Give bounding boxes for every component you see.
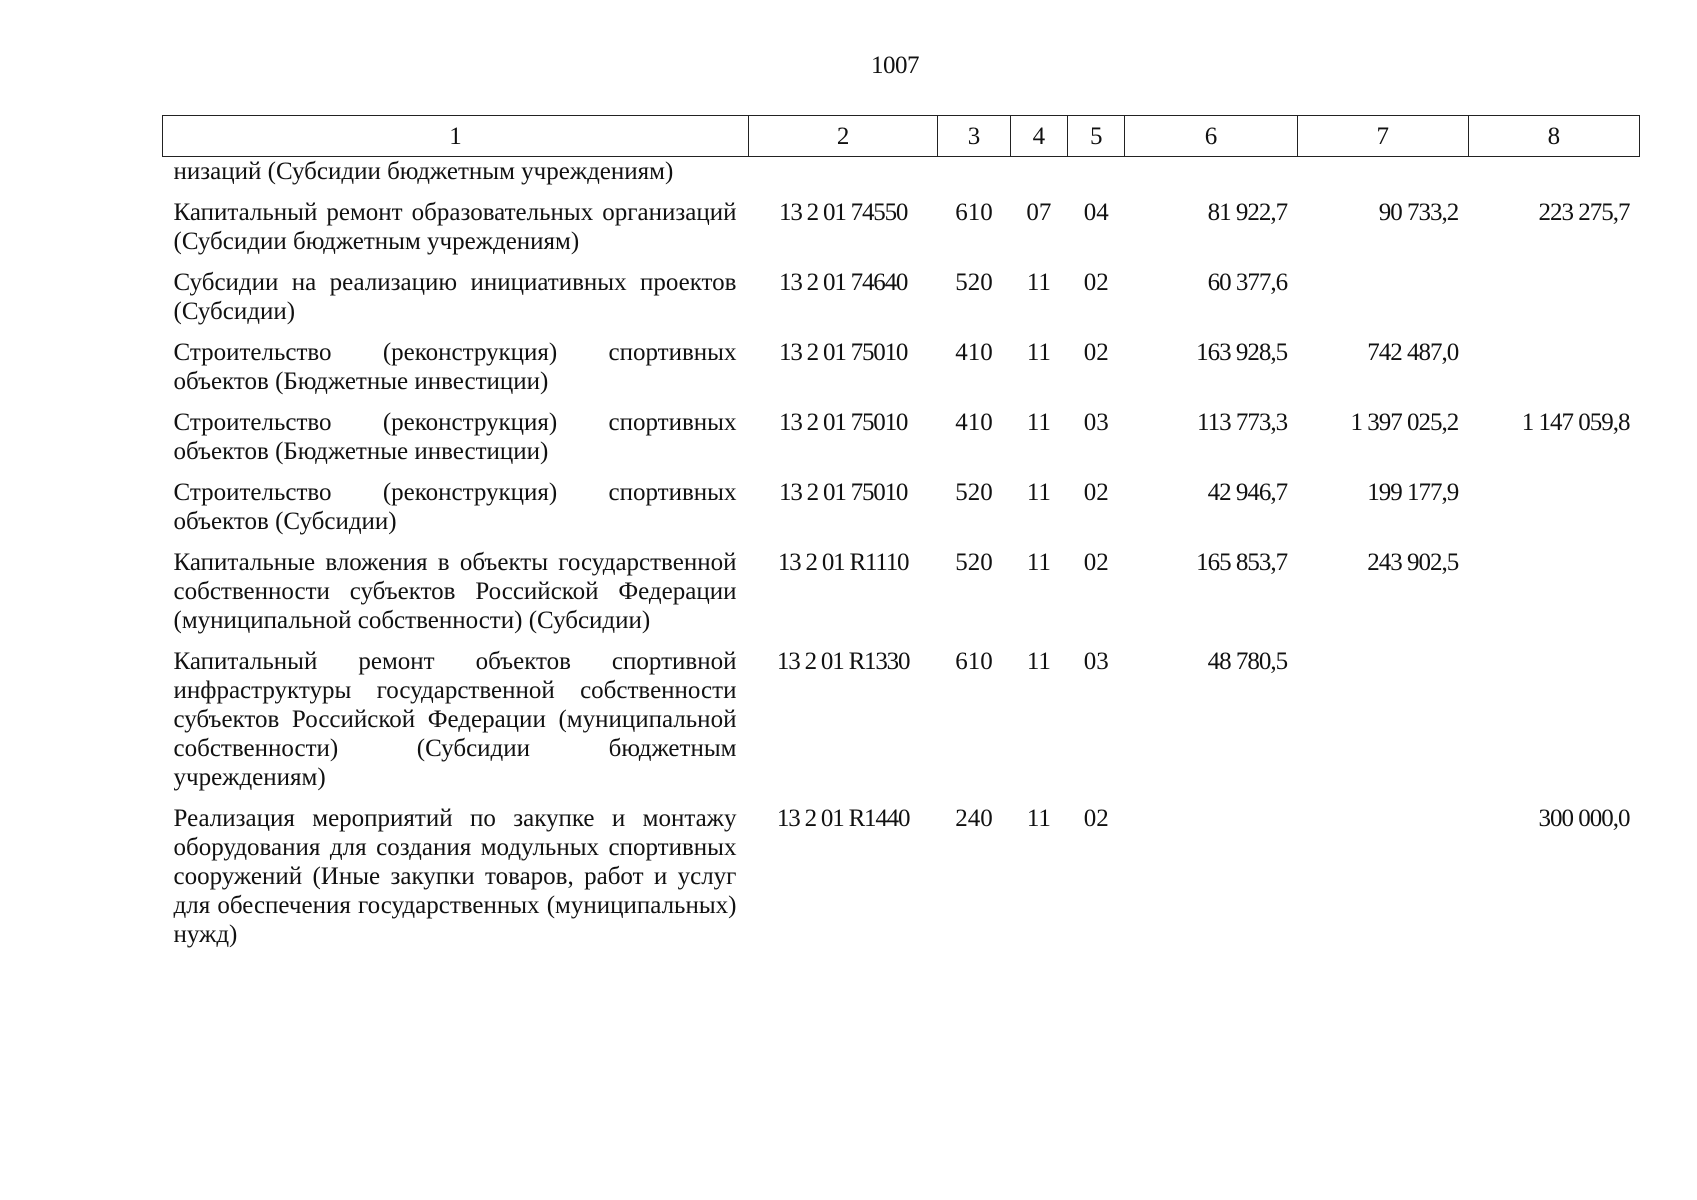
row-amount-2: 243 902,5 [1367, 549, 1459, 576]
row-amount-2: 199 177,9 [1367, 479, 1459, 506]
row-amount-1: 48 780,5 [1207, 648, 1288, 675]
row-code: 13 2 01 74640 [779, 269, 908, 296]
table-row [163, 647, 1640, 804]
row-description: Капитальный ремонт объектов спортивной инфраструктуры государственной собственности субъектов Российской Федерации (муниципальной собственности) (Субсидии бюджетным учреждениям) [173, 648, 737, 791]
row-amount-3: 223 275,7 [1538, 199, 1630, 226]
page-number: 1007 [871, 52, 919, 79]
row-amount-1: 113 773,3 [1197, 409, 1288, 436]
row-description: Капитальный ремонт образовательных организаций (Субсидии бюджетным учреждениям) [173, 199, 737, 255]
row-amount-2 [1297, 268, 1468, 338]
row-code: 13 2 01 R1330 [776, 648, 910, 675]
row-section: 11 [1026, 269, 1051, 296]
column-header-6: 6 [1125, 116, 1297, 157]
row-amount-3: 300 000,0 [1538, 805, 1630, 832]
row-expense-type: 410 [955, 409, 993, 436]
row-subsection [1068, 157, 1125, 199]
row-amount-3: 1 147 059,8 [1521, 409, 1630, 436]
table-header [163, 116, 1640, 157]
row-subsection: 02 [1083, 805, 1109, 832]
row-expense-type: 520 [955, 479, 993, 506]
table-row [163, 338, 1640, 408]
column-header-3: 3 [938, 116, 1010, 157]
header-row [163, 116, 1640, 157]
row-amount-2: 742 487,0 [1367, 339, 1459, 366]
row-code: 13 2 01 75010 [779, 479, 908, 506]
row-amount-2 [1297, 157, 1468, 199]
table-body [163, 157, 1640, 962]
row-expense-type: 240 [955, 805, 993, 832]
row-expense-type: 610 [955, 648, 993, 675]
row-expense-type: 410 [955, 339, 993, 366]
row-expense-type: 520 [955, 269, 993, 296]
row-subsection: 03 [1083, 648, 1109, 675]
row-code [748, 157, 937, 199]
table-row [163, 198, 1640, 268]
row-subsection: 03 [1083, 409, 1109, 436]
column-header-1: 1 [163, 116, 749, 157]
row-amount-2 [1297, 804, 1468, 961]
row-amount-3 [1468, 338, 1639, 408]
row-amount-1: 60 377,6 [1207, 269, 1288, 296]
column-header-2: 2 [748, 116, 937, 157]
row-subsection: 02 [1083, 479, 1109, 506]
row-description: Строительство (реконструкция) спортивных объектов (Бюджетные инвестиции) [173, 409, 737, 465]
budget-table [162, 115, 1640, 961]
table-row [163, 804, 1640, 961]
row-subsection: 04 [1083, 199, 1109, 226]
column-header-7: 7 [1297, 116, 1468, 157]
table-row [163, 548, 1640, 647]
row-amount-2 [1297, 647, 1468, 804]
row-amount-2: 1 397 025,2 [1350, 409, 1459, 436]
column-header-5: 5 [1068, 116, 1125, 157]
row-amount-3 [1468, 548, 1639, 647]
row-expense-type: 610 [955, 199, 993, 226]
row-code: 13 2 01 75010 [779, 339, 908, 366]
table-row [163, 478, 1640, 548]
row-section: 11 [1026, 339, 1051, 366]
row-amount-3 [1468, 647, 1639, 804]
row-description: Реализация мероприятий по закупке и монтажу оборудования для создания модульных спортивных сооружений (Иные закупки товаров, работ и услуг для обеспечения государственных (муниципальных) нужд) [173, 805, 737, 948]
row-amount-1 [1125, 157, 1297, 199]
row-section: 07 [1026, 199, 1052, 226]
row-expense-type [938, 157, 1010, 199]
row-description: Строительство (реконструкция) спортивных объектов (Бюджетные инвестиции) [173, 339, 737, 395]
row-code: 13 2 01 74550 [779, 199, 908, 226]
row-description: Строительство (реконструкция) спортивных объектов (Субсидии) [173, 479, 737, 535]
row-subsection: 02 [1083, 549, 1109, 576]
row-section: 11 [1026, 479, 1051, 506]
row-amount-3 [1468, 478, 1639, 548]
row-subsection: 02 [1083, 339, 1109, 366]
row-amount-1: 81 922,7 [1207, 199, 1288, 226]
row-description: Капитальные вложения в объекты государственной собственности субъектов Российской Федерации (муниципальной собственности) (Субсидии) [173, 549, 737, 634]
row-amount-1: 165 853,7 [1196, 549, 1288, 576]
row-section: 11 [1026, 805, 1051, 832]
table-row [163, 408, 1640, 478]
row-amount-3 [1468, 268, 1639, 338]
row-code: 13 2 01 R1440 [776, 805, 910, 832]
row-section: 11 [1026, 549, 1051, 576]
table-row [163, 268, 1640, 338]
row-description: Субсидии на реализацию инициативных проектов (Субсидии) [173, 269, 737, 325]
row-expense-type: 520 [955, 549, 993, 576]
row-amount-1: 163 928,5 [1196, 339, 1288, 366]
column-header-4: 4 [1010, 116, 1067, 157]
row-amount-1: 42 946,7 [1207, 479, 1288, 506]
row-section: 11 [1026, 648, 1051, 675]
column-header-8: 8 [1468, 116, 1639, 157]
row-amount-1 [1125, 804, 1297, 961]
row-section: 11 [1026, 409, 1051, 436]
row-amount-2: 90 733,2 [1378, 199, 1459, 226]
row-subsection: 02 [1083, 269, 1109, 296]
table-row [163, 157, 1640, 199]
row-description: низаций (Субсидии бюджетным учреждениям) [173, 158, 674, 185]
row-code: 13 2 01 75010 [779, 409, 908, 436]
row-amount-3 [1468, 157, 1639, 199]
row-code: 13 2 01 R1110 [777, 549, 909, 576]
row-section [1010, 157, 1067, 199]
